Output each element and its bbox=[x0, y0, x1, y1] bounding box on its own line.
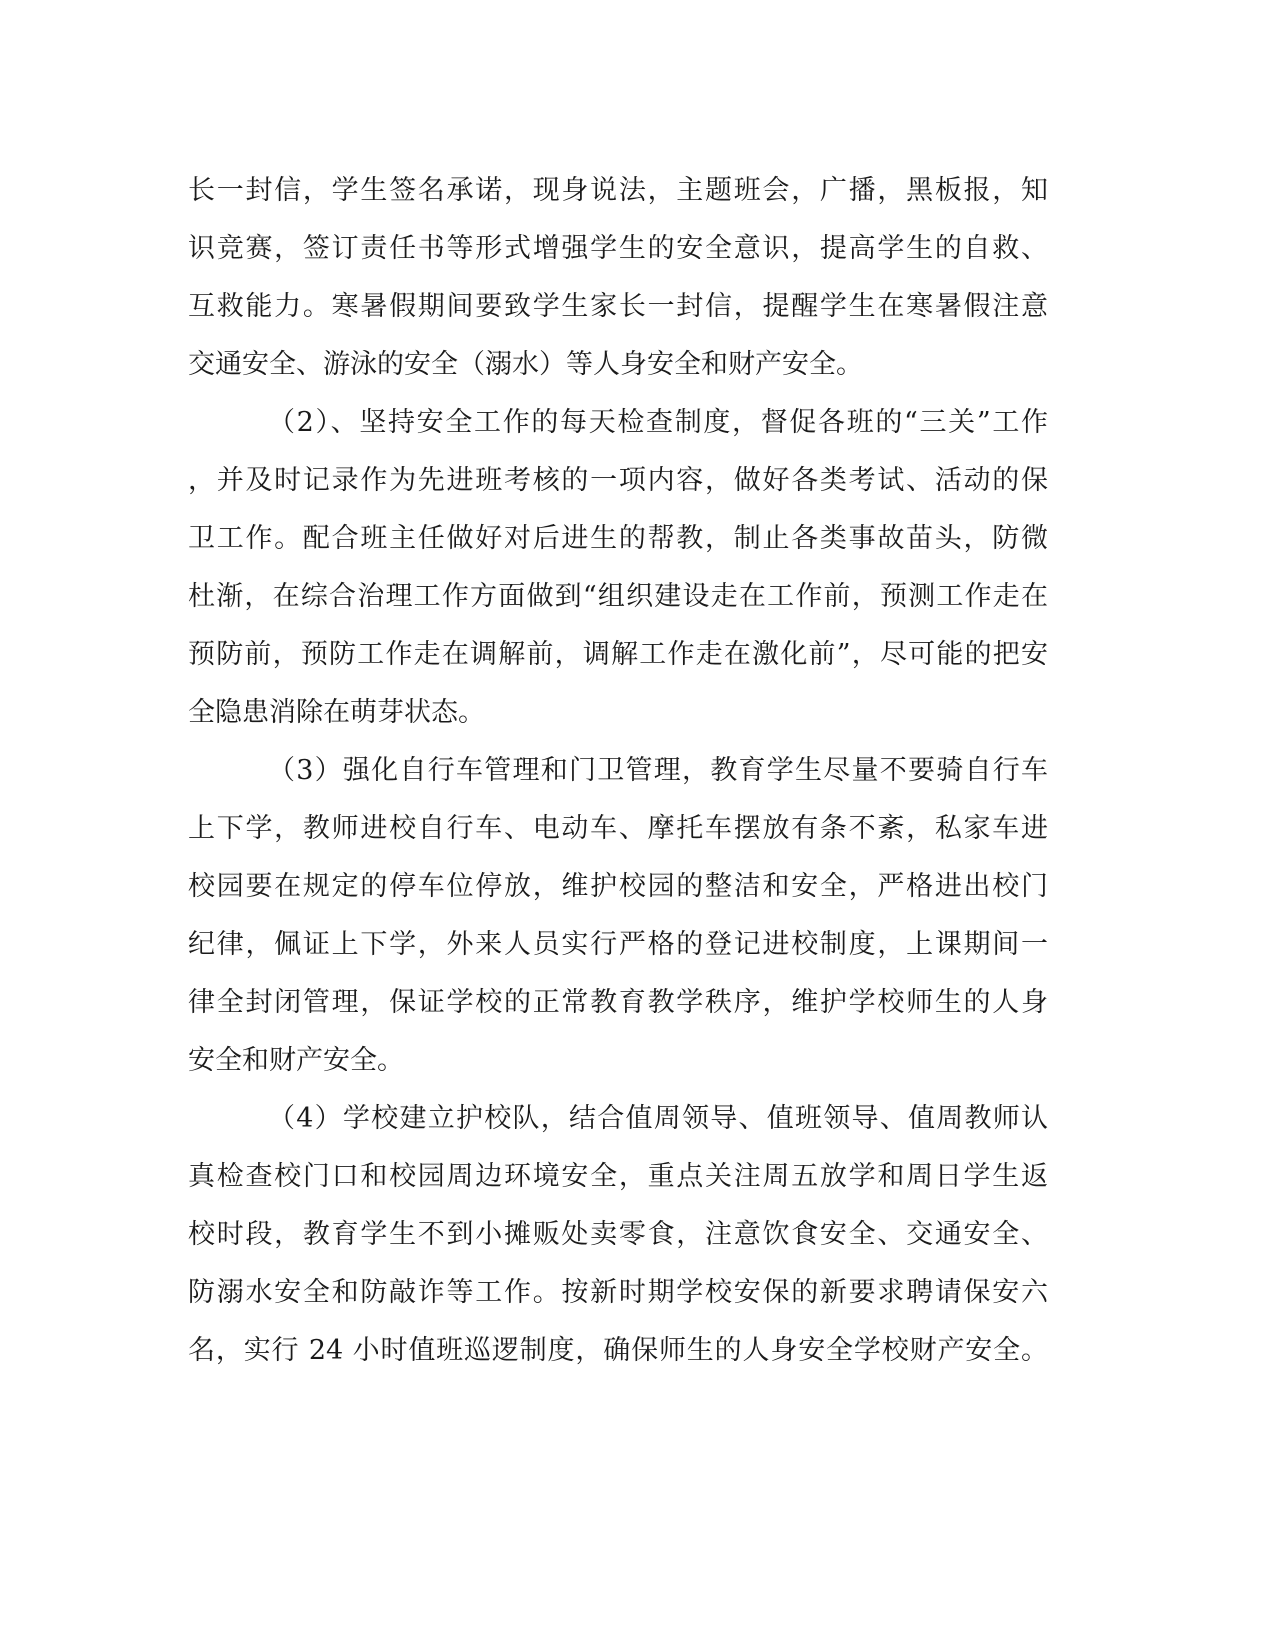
text-line: 纪律，佩证上下学，外来人员实行严格的登记进校制度，上课期间一 bbox=[188, 929, 1048, 960]
text-line: 真检查校门口和校园周边环境安全，重点关注周五放学和周日学生返 bbox=[188, 1161, 1048, 1192]
text-line: ，并及时记录作为先进班考核的一项内容，做好各类考试、活动的保 bbox=[188, 465, 1048, 496]
text-line: 识竞赛，签订责任书等形式增强学生的安全意识，提高学生的自救、 bbox=[188, 233, 1048, 264]
text-line: 律全封闭管理，保证学校的正常教育教学秩序，维护学校师生的人身 bbox=[188, 987, 1048, 1018]
text-line: 校时段，教育学生不到小摊贩处卖零食，注意饮食安全、交通安全、 bbox=[188, 1219, 1048, 1250]
paragraph-2 bbox=[188, 394, 1048, 742]
text-line: 交通安全、游泳的安全（溺水）等人身安全和财产安全。 bbox=[188, 349, 863, 380]
document-body bbox=[188, 162, 1048, 1380]
paragraph-1 bbox=[188, 162, 1048, 394]
text-line: （3）强化自行车管理和门卫管理，教育学生尽量不要骑自行车 bbox=[268, 755, 1048, 786]
paragraph-4 bbox=[188, 1090, 1048, 1380]
text-line: （2）、坚持安全工作的每天检查制度，督促各班的“三关”工作 bbox=[268, 407, 1048, 438]
text-line: 名，实行 24 小时值班巡逻制度，确保师生的人身安全学校财产安全。 bbox=[188, 1335, 1048, 1366]
text-line: 校园要在规定的停车位停放，维护校园的整洁和安全，严格进出校门 bbox=[188, 871, 1048, 902]
text-line: （4）学校建立护校队，结合值周领导、值班领导、值周教师认 bbox=[268, 1103, 1048, 1134]
text-line: 卫工作。配合班主任做好对后进生的帮教，制止各类事故苗头，防微 bbox=[188, 523, 1048, 554]
text-line: 长一封信，学生签名承诺，现身说法，主题班会，广播，黑板报，知 bbox=[188, 175, 1048, 206]
text-line: 防溺水安全和防敲诈等工作。按新时期学校安保的新要求聘请保安六 bbox=[188, 1277, 1048, 1308]
paragraph-3 bbox=[188, 742, 1048, 1090]
text-line: 安全和财产安全。 bbox=[188, 1045, 404, 1076]
text-line: 上下学，教师进校自行车、电动车、摩托车摆放有条不紊，私家车进 bbox=[188, 813, 1048, 844]
text-line: 杜渐，在综合治理工作方面做到“组织建设走在工作前，预测工作走在 bbox=[188, 581, 1048, 612]
text-line: 预防前，预防工作走在调解前，调解工作走在激化前”，尽可能的把安 bbox=[188, 639, 1048, 670]
text-line: 互救能力。寒暑假期间要致学生家长一封信，提醒学生在寒暑假注意 bbox=[188, 291, 1048, 322]
text-line: 全隐患消除在萌芽状态。 bbox=[188, 697, 485, 728]
